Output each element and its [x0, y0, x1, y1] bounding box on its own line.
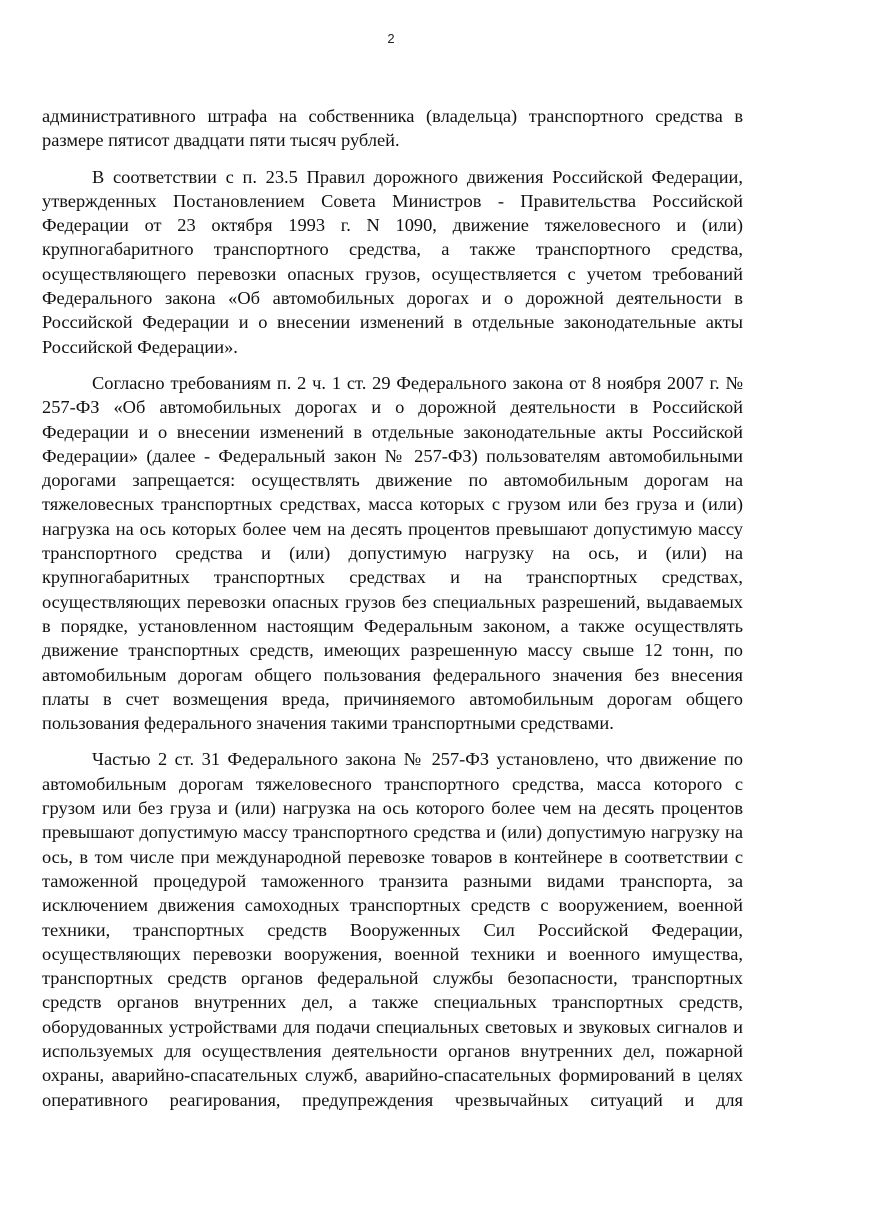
paragraph-article-29: Согласно требованиям п. 2 ч. 1 ст. 29 Федерального закона от 8 ноября 2007 г. № 257-ФЗ «Об автомобильных дорогах и о дорожной деятельности в Российской Федерации и о внесении изменений в отдельные законодательные акты Российской Федерации» (далее - Федеральный закон № 257-ФЗ) пользователям автомобильными дорогами запрещается: осуществлять движение по автомобильным дорогам на тяжеловесных транспортных средствах, масса которых с грузом или без груза и (или) нагрузка на ось которых более чем на десять процентов превышают допустимую массу транспортного средства и (или) допустимую нагрузку на ось, и (или) на крупногабаритных транспортных средствах и на транспортных средствах, осуществляющих перевозки опасных грузов без специальных разрешений, выдаваемых в порядке, установленном настоящим Федеральным законом, а также осуществлять движение транспортных средств, имеющих разрешенную массу свыше 12 тонн, по автомобильным дорогам общего пользования федерального значения без внесения платы в счет возмещения вреда, причиняемого автомобильным дорогам общего пользования федерального значения такими транспортными средствами.: [42, 372, 743, 734]
paragraph-traffic-rules: В соответствии с п. 23.5 Правил дорожного движения Российской Федерации, утвержденных Постановлением Совета Министров - Правительства Российской Федерации от 23 октября 1993 г. N 1090, движение тяжеловесного и (или) крупногабаритного транспортного средства, а также транспортного средства, осуществляющего перевозки опасных грузов, осуществляется с учетом требований Федерального закона «Об автомобильных дорогах и о дорожной деятельности в Российской Федерации и о внесении изменений в отдельные законодательные акты Российской Федерации».: [42, 166, 743, 357]
paragraph-fine-amount: административного штрафа на собственника (владельца) транспортного средства в размере пятисот двадцати пяти тысяч рублей.: [42, 106, 743, 151]
document-body: [42, 104, 743, 1112]
page-number: 2: [387, 31, 395, 46]
paragraph-article-31: Частью 2 ст. 31 Федерального закона № 257-ФЗ установлено, что движение по автомобильным дорогам тяжеловесного транспортного средства, масса которого с грузом или без груза и (или) нагрузка на ось которого более чем на десять процентов превышают допустимую массу транспортного средства и (или) допустимую нагрузку на ось, в том числе при международной перевозке товаров в контейнере в соответствии с таможенной процедурой таможенного транзита разными видами транспорта, за исключением движения самоходных транспортных средств с вооружением, военной техники, транспортных средств Вооруженных Сил Российской Федерации, осуществляющих перевозки вооружения, военной техники и военного имущества, транспортных средств органов федеральной службы безопасности, транспортных средств органов внутренних дел, а также специальных транспортных средств, оборудованных устройствами для подачи специальных световых и звуковых сигналов и используемых для осуществления деятельности органов внутренних дел, пожарной охраны, аварийно-спасательных служб, аварийно-спасательных формирований в целях оперативного реагирования, предупреждения чрезвычайных ситуаций и для: [42, 749, 743, 1110]
